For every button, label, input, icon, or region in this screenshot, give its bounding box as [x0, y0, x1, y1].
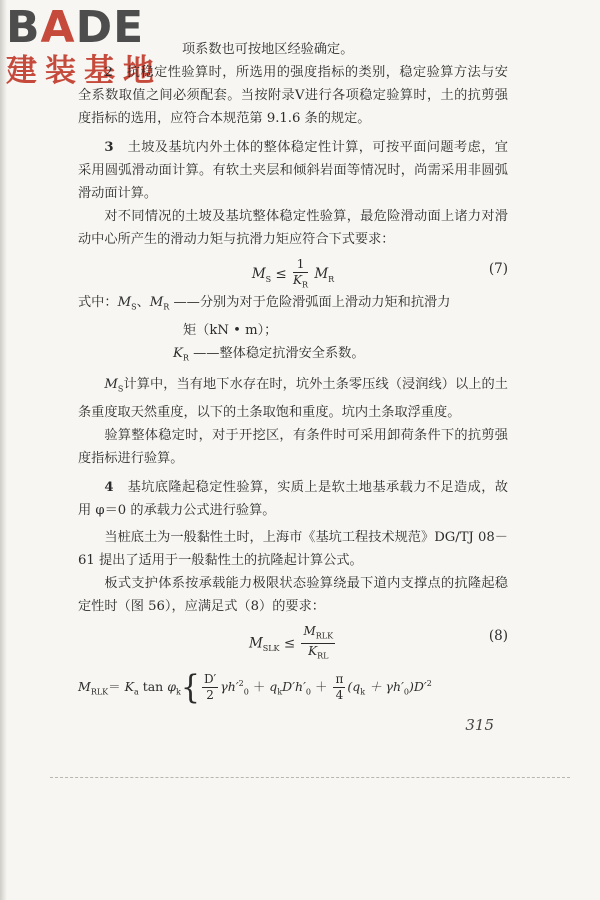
paragraph-7: 4 基坑底隆起稳定性验算，实质上是软土地基承载力不足造成，故用 φ＝0 的承载力公式进行验算。: [78, 479, 508, 518]
paragraph-text: 土坡及基坑内外土体的整体稳定性计算，可按平面问题考虑，宜采用圆弧滑动面计算。有软土夹层和倾斜岩面等情况时，尚需采用非圆弧滑动面计算。: [78, 140, 508, 201]
paragraph-3: [78, 136, 508, 205]
paragraph-2: 2 抗稳定性验算时，所选用的强度指标的类别，稳定验算方法与安全系数取值之间必须配套。当按附录Ⅴ进行各项稳定验算时，土的抗剪强度指标的选用，应符合本规范第 9.1.6 条的规定。: [78, 65, 508, 126]
paragraph-continuation: 项系数也可按地区经验确定。: [182, 42, 354, 57]
equation-number: (7): [488, 261, 508, 277]
section-number: 4: [104, 479, 114, 495]
paragraph-6: 验算整体稳定时，对于开挖区，有条件时可采用卸荷条件下的抗剪强度指标进行验算。: [78, 427, 508, 466]
paragraph-4: 对不同情况的土坡及基坑整体稳定性验算，最危险滑动面上诸力对滑动中心所产生的滑动力矩与抗滑力矩应符合下式要求：: [78, 209, 508, 247]
watermark-subtitle: 建装基地: [6, 53, 162, 89]
watermark-brand: BADE: [6, 2, 145, 53]
page-number: 315: [465, 716, 494, 734]
formula-9: $M_{RLK}= K_a$ $\tan \varphi_k${ $\frac{D'}{2}$ $\gamma h'^2_0 + q_kD'h'_0$ ＋ $\frac{\pi}{4}$ $(q_k + \gamma h'_0)D'^2$: [78, 667, 432, 707]
paragraph-5: $M_S$计算中，当有地下水存在时，坑外土条零压线（浸润线）以上的土条重度取天然重度，以下的土条取饱和重度。坑内土条取浮重度。: [78, 377, 508, 420]
variable-definitions: 式中：$M_S$、$M_R$ ——分别为对于危险滑弧面上滑动力矩和抗滑力 矩（kN • m）； $K_R$ ——整体稳定抗滑安全系数。: [78, 295, 451, 363]
scan-edge: [0, 0, 7, 900]
footer-rule: [50, 777, 570, 778]
equation-number: (8): [488, 627, 508, 644]
section-number: 3: [104, 140, 114, 155]
page-body: [78, 38, 508, 707]
paragraph-9: 板式支护体系按承载能力极限状态验算绕最下道内支撑点的抗隆起稳定性时（图 56），应满足式（8）的要求：: [78, 575, 508, 614]
formula-7: $M_S$ ≤ $\frac{1}{K_R}$ $M_R$ (7): [251, 257, 508, 290]
paragraph-8: 当桩底土为一般黏性土时，上海市《基坑工程技术规范》DG/TJ 08－61 提出了适用于一般黏性土的抗隆起计算公式。: [78, 529, 508, 568]
formula-8: $M_{SLK}$ ≤ $\frac{M_{RLK}}{K_{RL}}$ (8): [248, 623, 508, 661]
